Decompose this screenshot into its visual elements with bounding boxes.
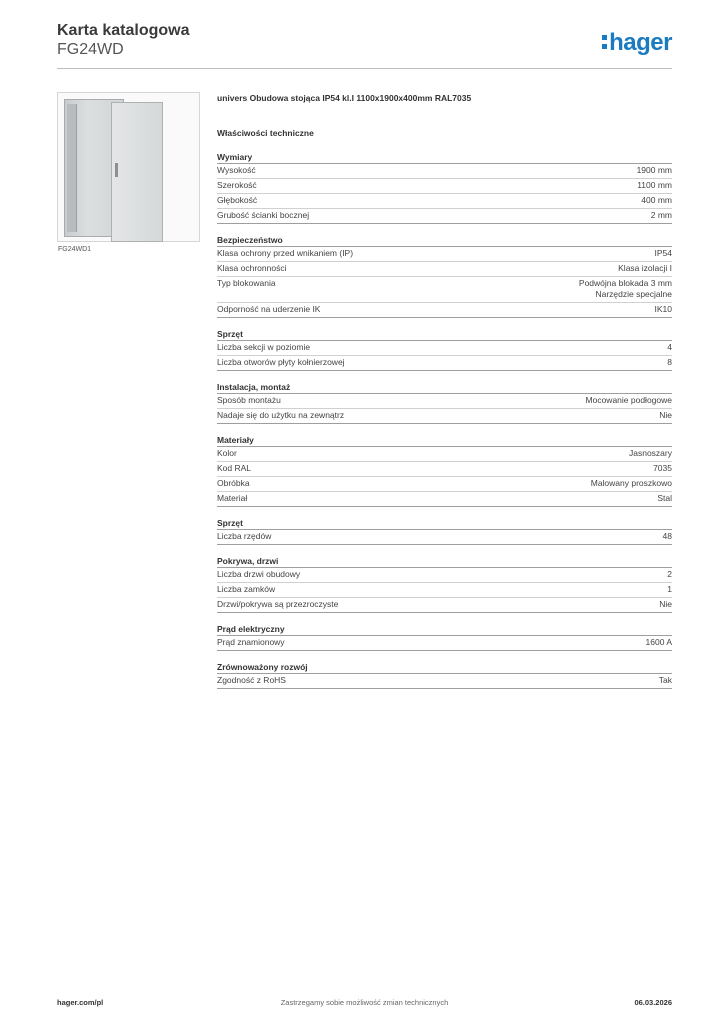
spec-section [217,517,672,545]
section-title: Wymiary [217,151,672,164]
spec-key: Kolor [217,448,237,458]
spec-value [655,304,673,315]
spec-value [586,395,672,406]
spec-value [655,248,673,259]
spec-value-line: 1 [667,584,672,594]
footer-website: hager.com/pl [57,998,104,1007]
section-title: Sprzęt [217,517,672,530]
spec-value-line: 2 mm [650,210,672,220]
section-title: Materiały [217,434,672,447]
spec-row [217,477,672,492]
footer-date: 06.03.2026 [634,998,672,1007]
spec-key: Zgodność z RoHS [217,675,286,685]
spec-row [217,409,672,424]
section-title: Pokrywa, drzwi [217,555,672,568]
spec-value-line: 1900 mm [636,165,672,175]
spec-value [637,180,672,191]
spec-key: Materiał [217,493,248,503]
product-code: FG24WD [57,41,124,58]
spec-value [659,599,672,610]
spec-key: Szerokość [217,180,257,190]
spec-section [217,623,672,651]
spec-row [217,164,672,179]
spec-value [659,410,672,421]
spec-value-line: 4 [667,342,672,352]
spec-key: Obróbka [217,478,250,488]
spec-value [667,357,672,368]
spec-row [217,394,672,409]
spec-value [667,342,672,353]
spec-row [217,356,672,371]
spec-row [217,568,672,583]
spec-row [217,462,672,477]
spec-key: Sposób montażu [217,395,281,405]
spec-key: Liczba otworów płyty kołnierzowej [217,357,345,367]
spec-row [217,303,672,318]
spec-key: Klasa ochrony przed wnikaniem (IP) [217,248,354,258]
spec-section [217,661,672,689]
image-caption: FG24WD1 [58,246,92,253]
spec-value-line: Tak [658,675,672,685]
spec-row [217,341,672,356]
spec-value-line: IK10 [654,304,672,314]
spec-value [618,263,672,274]
spec-value [667,584,672,595]
spec-value-line: Nie [659,410,672,420]
spec-row [217,674,672,689]
spec-section [217,381,672,424]
spec-value [646,637,672,648]
spec-key: Wysokość [217,165,256,175]
spec-row [217,194,672,209]
spec-value-line: 1100 mm [637,180,672,190]
spec-key: Drzwi/pokrywa są przezroczyste [217,599,339,609]
spec-key: Liczba drzwi obudowy [217,569,301,579]
spec-key: Odporność na uderzenie IK [217,304,321,314]
spec-value-line: Jasnoszary [629,448,672,458]
spec-value-line: Malowany proszkowo [590,478,672,488]
spec-value-line: 7035 [653,463,672,473]
spec-row [217,277,672,303]
spec-section [217,434,672,507]
section-title: Bezpieczeństwo [217,234,672,247]
document-title: Karta katalogowa [57,22,190,39]
page-header [57,21,672,69]
spec-section [217,234,672,318]
footer-disclaimer: Zastrzegamy sobie możliwość zmian technicznych [280,998,449,1007]
spec-content [217,92,672,689]
spec-key: Nadaje się do użytku na zewnątrz [217,410,345,420]
spec-value [641,195,672,206]
spec-row [217,598,672,613]
spec-key: Liczba rzędów [217,531,272,541]
spec-key: Prąd znamionowy [217,637,285,647]
spec-key: Kod RAL [217,463,252,473]
spec-value-line: 48 [662,531,672,541]
spec-row [217,492,672,507]
spec-row [217,179,672,194]
spec-row [217,447,672,462]
spec-value [637,165,672,176]
spec-row [217,530,672,545]
section-title: Zrównoważony rozwój [217,661,672,674]
spec-value-line: Stal [657,493,672,503]
spec-value-line: Nie [659,599,672,609]
section-title: Prąd elektryczny [217,623,672,636]
spec-key: Grubość ścianki bocznej [217,210,310,220]
spec-key: Klasa ochronności [217,263,287,273]
spec-value [629,448,672,459]
spec-value-line: Klasa izolacji I [618,263,672,273]
spec-value [663,531,672,542]
spec-sections [217,151,672,689]
spec-key: Typ blokowania [217,278,276,288]
spec-value [651,210,672,221]
section-title: Instalacja, montaż [217,381,672,394]
page-footer [57,996,672,1010]
spec-row [217,247,672,262]
spec-section [217,555,672,613]
spec-value-line: 2 [667,569,672,579]
spec-section [217,151,672,224]
spec-value [657,493,672,504]
spec-value-line: Podwójna blokada 3 mm [578,278,672,288]
spec-value-line: 1600 A [645,637,672,647]
spec-row [217,636,672,651]
logo-text: hager [609,29,672,56]
spec-key: Liczba zamków [217,584,276,594]
spec-value-line: Mocowanie podłogowe [585,395,672,405]
hager-logo-icon [602,30,672,56]
enclosure-cabinet-icon [64,99,124,237]
spec-row [217,262,672,277]
spec-row [217,209,672,224]
product-image [57,92,200,242]
spec-value [667,569,672,580]
spec-value-line: 400 mm [641,195,672,205]
section-title: Sprzęt [217,328,672,341]
spec-value [653,463,672,474]
spec-value-line: Narzędzie specjalne [595,289,672,299]
spec-key: Liczba sekcji w poziomie [217,342,311,352]
spec-section [217,328,672,371]
spec-value [591,478,672,489]
product-name: univers Obudowa stojąca IP54 kl.I 1100x1900x400mm RAL7035 [217,93,472,103]
spec-value-line: IP54 [654,248,672,258]
tech-heading: Właściwości techniczne [217,128,314,138]
spec-row [217,583,672,598]
spec-key: Głębokość [217,195,258,205]
spec-value [579,278,672,300]
spec-value [659,675,672,686]
spec-value-line: 8 [667,357,672,367]
